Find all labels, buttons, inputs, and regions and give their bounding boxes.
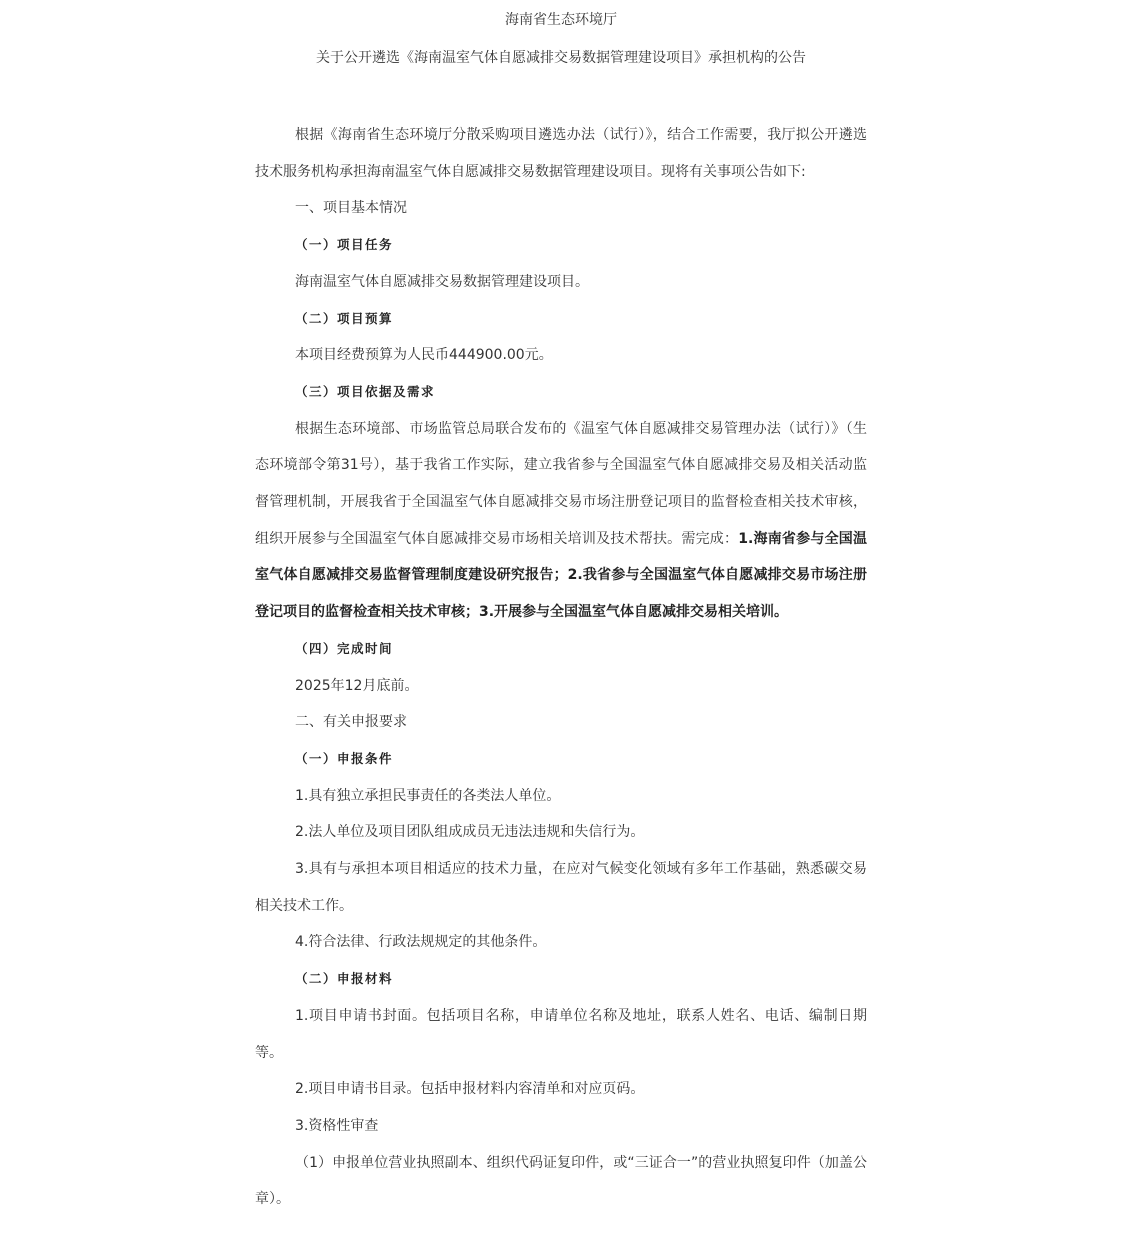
- announcement-title: 关于公开遴选《海南温室气体自愿减排交易数据管理建设项目》承担机构的公告: [316, 50, 806, 66]
- project-basis-text: 根据生态环境部、市场监管总局联合发布的《温室气体自愿减排交易管理办法（试行）》（生态环境部令第31号），基于我省工作实际，建立我省参与全国温室气体自愿减排交易及相关活动监督管理机制，开展我省于全国温室气体自愿减排交易市场注册登记项目的监督检查相关技术审核，组织开展参与全国温室气体自愿减排交易市场相关培训及技术帮扶。需完成：: [255, 420, 867, 547]
- completion-time-text: 2025年12月底前。: [295, 677, 419, 694]
- announcement-body: [255, 117, 867, 1218]
- subheading-project-budget: （二）项目预算: [295, 310, 394, 326]
- subheading-project-basis: （三）项目依据及需求: [295, 383, 436, 399]
- condition-item: 3.具有与承担本项目相适应的技术力量，在应对气候变化领域有多年工作基础，熟悉碳交易相关技术工作。: [255, 861, 867, 914]
- material-item: （1）申报单位营业执照副本、组织代码证复印件，或“三证合一”的营业执照复印件（加盖公章）。: [255, 1154, 867, 1208]
- document-page: [255, 0, 867, 1218]
- section-heading-application-requirements: 二、有关申报要求: [295, 714, 407, 731]
- project-task-text: 海南温室气体自愿减排交易数据管理建设项目。: [295, 273, 589, 290]
- section-heading-basic-info: 一、项目基本情况: [295, 200, 407, 217]
- project-budget-text: 本项目经费预算为人民币444900.00元。: [295, 347, 553, 364]
- material-item: 1.项目申请书封面。包括项目名称，申请单位名称及地址，联系人姓名、电话、编制日期等。: [255, 1007, 867, 1061]
- condition-item: 2.法人单位及项目团队组成成员无违法违规和失信行为。: [295, 824, 645, 841]
- subheading-application-materials: （二）申报材料: [295, 971, 394, 987]
- project-basis-paragraph: [255, 411, 867, 631]
- issuing-organization: 海南省生态环境厅: [505, 12, 617, 28]
- material-item: 2.项目申请书目录。包括申报材料内容清单和对应页码。: [295, 1081, 645, 1098]
- condition-item: 4.符合法律、行政法规规定的其他条件。: [295, 934, 547, 951]
- subheading-application-conditions: （一）申报条件: [295, 750, 394, 766]
- subheading-completion-time: （四）完成时间: [295, 640, 394, 656]
- material-item: 3.资格性审查: [295, 1117, 379, 1134]
- project-deliverables: 1.海南省参与全国温室气体自愿减排交易监督管理制度建设研究报告；2.我省参与全国温室气体自愿减排交易市场注册登记项目的监督检查相关技术审核；3.开展参与全国温室气体自愿减排交易相关培训。: [255, 530, 867, 621]
- subheading-project-task: （一）项目任务: [295, 237, 394, 253]
- intro-paragraph: 根据《海南省生态环境厅分散采购项目遴选办法（试行）》，结合工作需要，我厅拟公开遴选技术服务机构承担海南温室气体自愿减排交易数据管理建设项目。现将有关事项公告如下:: [255, 127, 867, 180]
- condition-item: 1.具有独立承担民事责任的各类法人单位。: [295, 787, 561, 804]
